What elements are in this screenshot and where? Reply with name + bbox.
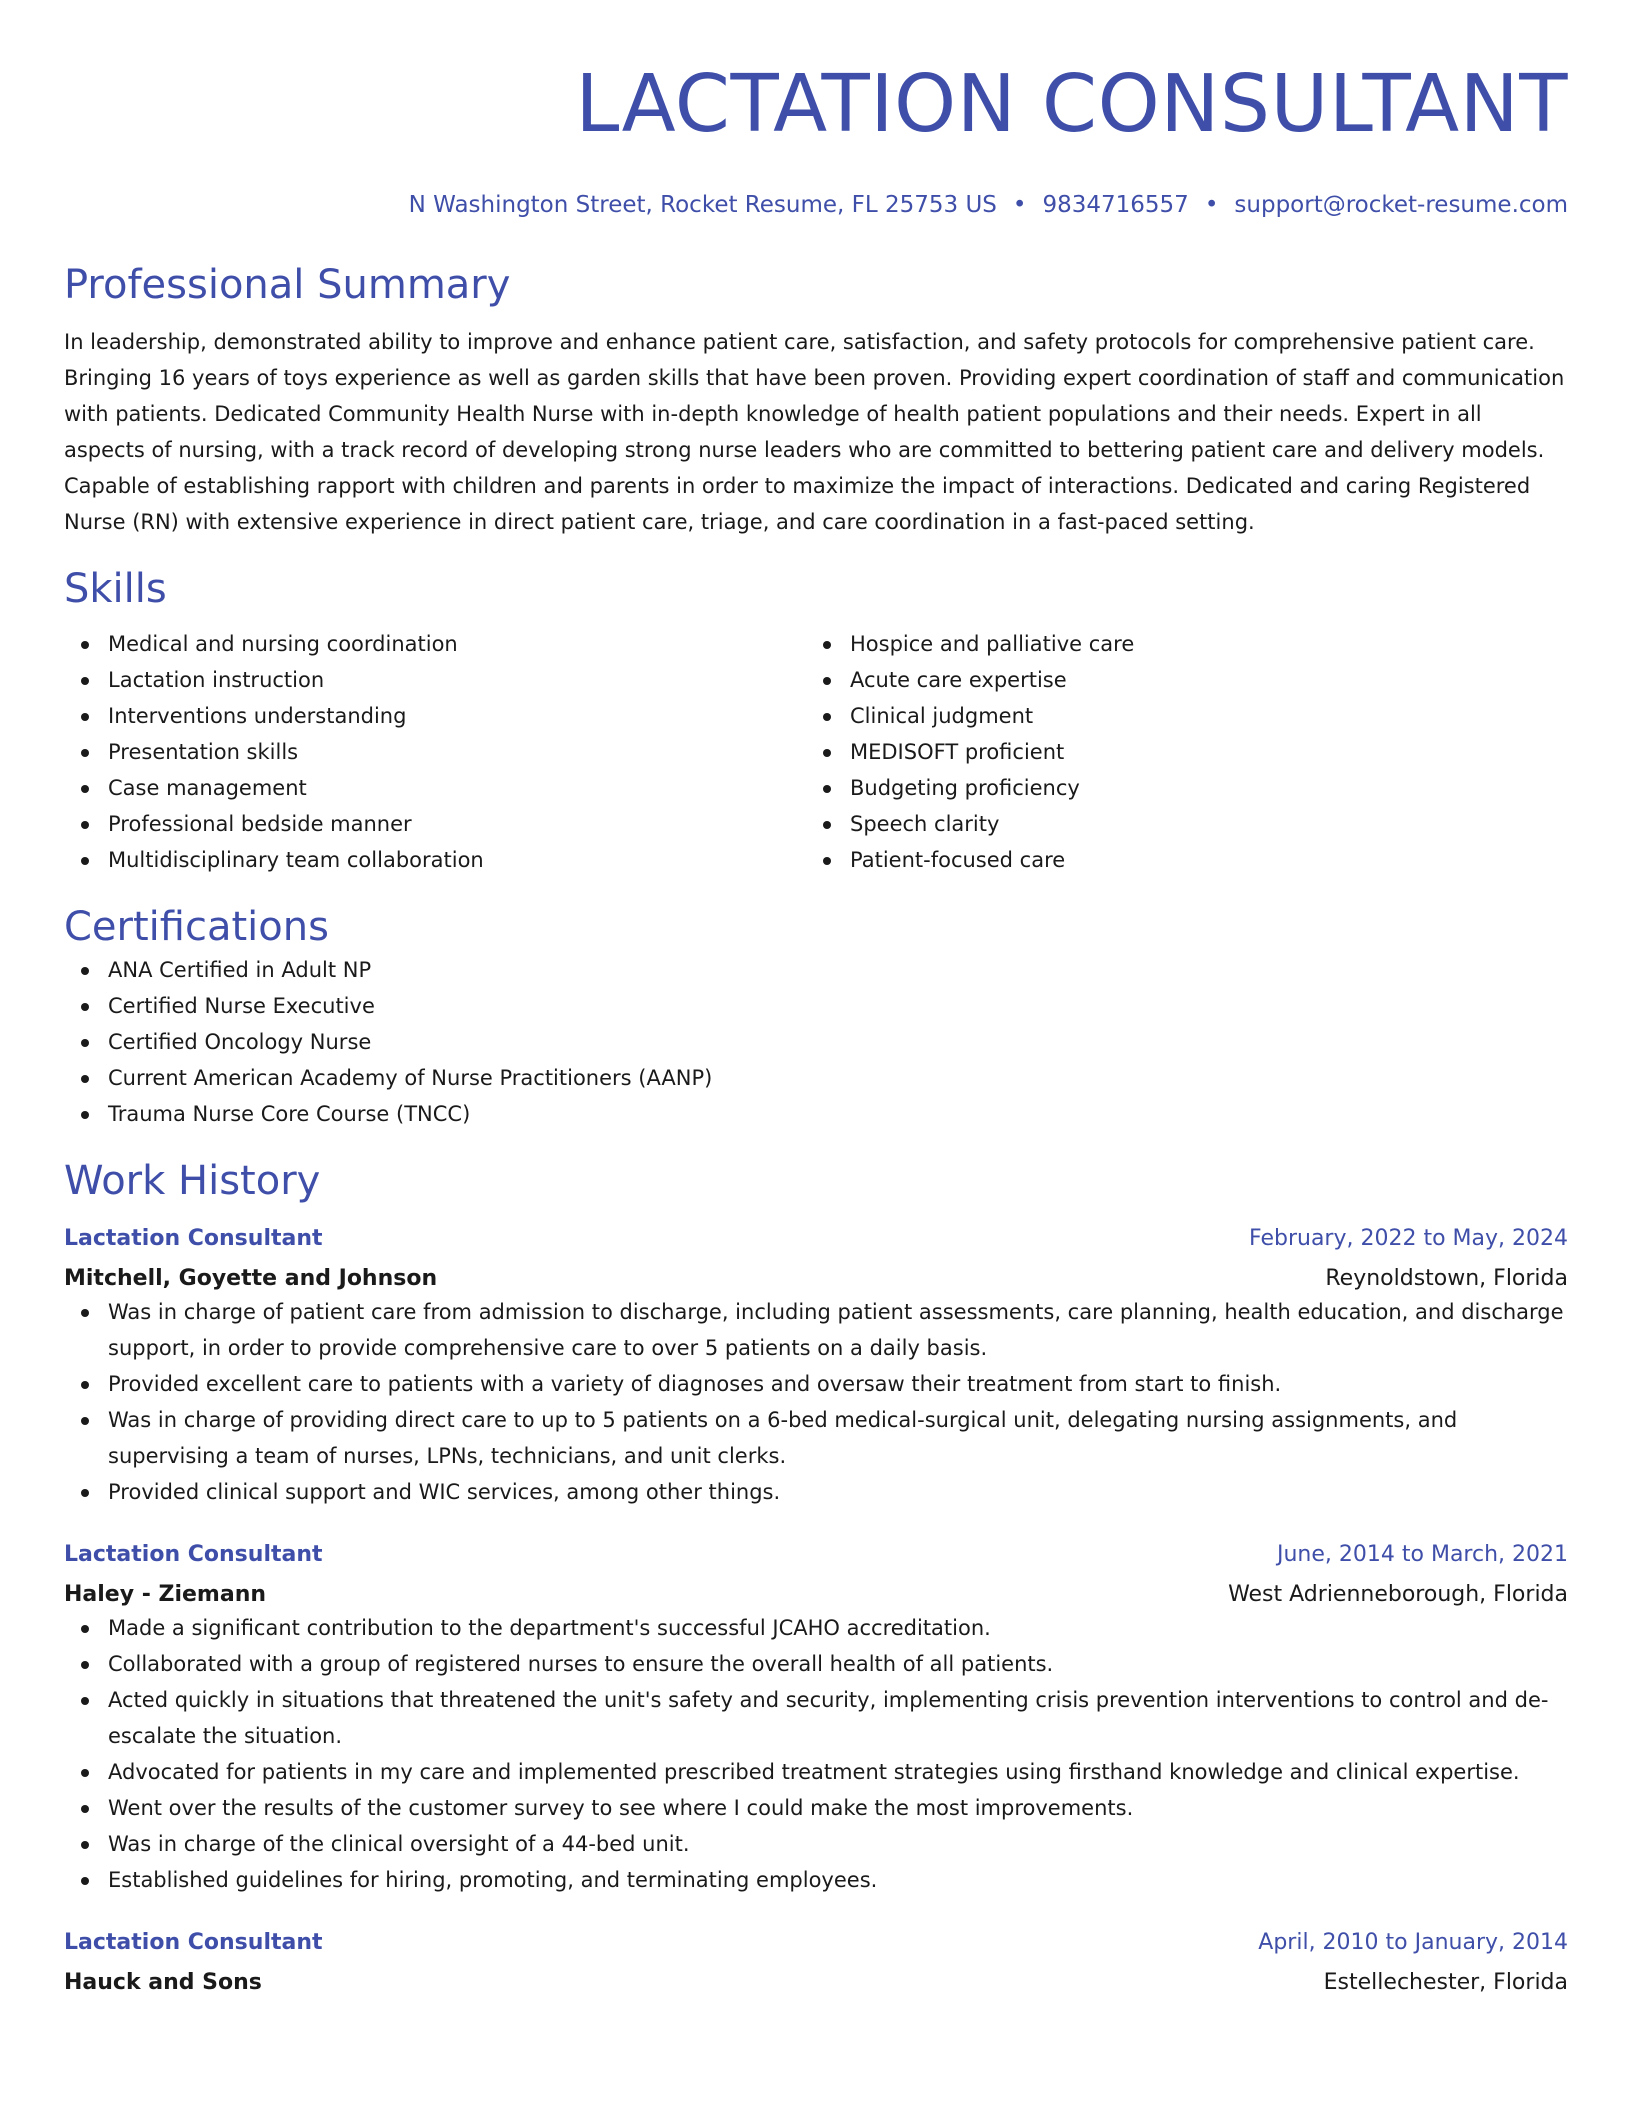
certification-item: Certified Oncology Nurse — [64, 1024, 1568, 1060]
skill-item: Speech clarity — [806, 806, 1548, 842]
job-title: Lactation Consultant — [64, 1226, 323, 1251]
job-bullets — [64, 1610, 1568, 1898]
job-bullet: Was in charge of providing direct care to up to 5 patients on a 6-bed medical-surgical unit, delegating nursing assignments, and supervising a team of nurses, LPNs, technicians, and unit clerks. — [64, 1402, 1568, 1474]
job-location: Estellechester, Florida — [1323, 1970, 1568, 1995]
work-history-heading: Work History — [64, 1158, 321, 1204]
job-bullet: Acted quickly in situations that threatened the unit's safety and security, implementing crisis prevention interventions to control and de-escalate the situation. — [64, 1682, 1568, 1754]
job-company-row — [64, 1254, 1568, 1294]
certifications-heading: Certifications — [64, 904, 329, 950]
job-company-row — [64, 1570, 1568, 1610]
job-location: West Adrienneborough, Florida — [1228, 1582, 1568, 1607]
skill-item: Patient-focused care — [806, 842, 1548, 878]
job-entry — [64, 1928, 1568, 1998]
skill-item: MEDISOFT proficient — [806, 734, 1548, 770]
skills-list-left — [64, 626, 806, 878]
certification-item: ANA Certified in Adult NP — [64, 952, 1568, 988]
skill-item: Multidisciplinary team collaboration — [64, 842, 806, 878]
job-company: Haley - Ziemann — [64, 1582, 267, 1607]
job-bullet: Provided excellent care to patients with a variety of diagnoses and oversaw their treatment from start to finish. — [64, 1366, 1568, 1402]
job-bullet: Established guidelines for hiring, promoting, and terminating employees. — [64, 1862, 1568, 1898]
certification-item: Current American Academy of Nurse Practitioners (AANP) — [64, 1060, 1568, 1096]
job-company: Mitchell, Goyette and Johnson — [64, 1266, 438, 1291]
skill-item: Clinical judgment — [806, 698, 1548, 734]
job-entry — [64, 1540, 1568, 1898]
job-entry — [64, 1224, 1568, 1510]
skill-item: Medical and nursing coordination — [64, 626, 806, 662]
skill-item: Acute care expertise — [806, 662, 1548, 698]
job-company-row — [64, 1958, 1568, 1998]
certification-item: Certified Nurse Executive — [64, 988, 1568, 1024]
contact-info — [64, 190, 1568, 220]
contact-separator: • — [1204, 192, 1219, 218]
skill-item: Hospice and palliative care — [806, 626, 1548, 662]
job-dates: June, 2014 to March, 2021 — [1277, 1542, 1568, 1567]
contact-email: support@rocket-resume.com — [1234, 192, 1568, 218]
resume-name: LACTATION CONSULTANT — [575, 58, 1568, 150]
job-bullet: Provided clinical support and WIC services, among other things. — [64, 1474, 1568, 1510]
summary-heading: Professional Summary — [64, 262, 511, 308]
skill-item: Case management — [64, 770, 806, 806]
job-bullets — [64, 1294, 1568, 1510]
certifications-list — [64, 952, 1568, 1132]
job-dates: April, 2010 to January, 2014 — [1258, 1930, 1568, 1955]
certification-item: Trauma Nurse Core Course (TNCC) — [64, 1096, 1568, 1132]
job-title: Lactation Consultant — [64, 1542, 323, 1567]
job-bullet: Was in charge of patient care from admission to discharge, including patient assessments, care planning, health education, and discharge support, in order to provide comprehensive care to over 5 patients on a daily basis. — [64, 1294, 1568, 1366]
skills-heading: Skills — [64, 566, 167, 612]
job-location: Reynoldstown, Florida — [1325, 1266, 1568, 1291]
job-title: Lactation Consultant — [64, 1930, 323, 1955]
skill-item: Presentation skills — [64, 734, 806, 770]
skills-column-right — [806, 626, 1548, 878]
skill-item: Interventions understanding — [64, 698, 806, 734]
job-bullet: Advocated for patients in my care and implemented prescribed treatment strategies using firsthand knowledge and clinical expertise. — [64, 1754, 1568, 1790]
contact-phone: 9834716557 — [1042, 192, 1189, 218]
skill-item: Lactation instruction — [64, 662, 806, 698]
job-header-row — [64, 1928, 1568, 1958]
job-bullet: Went over the results of the customer survey to see where I could make the most improvements. — [64, 1790, 1568, 1826]
contact-separator: • — [1012, 192, 1027, 218]
skills-list-right — [806, 626, 1548, 878]
skills-columns — [64, 626, 1568, 878]
job-dates: February, 2022 to May, 2024 — [1249, 1226, 1568, 1251]
summary-text: In leadership, demonstrated ability to improve and enhance patient care, satisfaction, and safety protocols for comprehensive patient care. Bringing 16 years of toys experience as well as garden skills that have been proven. Providing expert coordination of staff and communication with patients. Dedicated Community Health Nurse with in-depth knowledge of health patient populations and their needs. Expert in all aspects of nursing, with a track record of developing strong nurse leaders who are committed to bettering patient care and delivery models. Capable of establishing rapport with children and parents in order to maximize the impact of interactions. Dedicated and caring Registered Nurse (RN) with extensive experience in direct patient care, triage, and care coordination in a fast-paced setting. — [64, 330, 1565, 534]
contact-address: N Washington Street, Rocket Resume, FL 25753 US — [408, 192, 997, 218]
job-bullet: Collaborated with a group of registered nurses to ensure the overall health of all patients. — [64, 1646, 1568, 1682]
resume-page — [64, 0, 1568, 2112]
skill-item: Professional bedside manner — [64, 806, 806, 842]
job-header-row — [64, 1540, 1568, 1570]
skills-column-left — [64, 626, 806, 878]
job-bullet: Made a significant contribution to the department's successful JCAHO accreditation. — [64, 1610, 1568, 1646]
job-company: Hauck and Sons — [64, 1970, 262, 1995]
skill-item: Budgeting proficiency — [806, 770, 1548, 806]
job-bullet: Was in charge of the clinical oversight of a 44-bed unit. — [64, 1826, 1568, 1862]
job-header-row — [64, 1224, 1568, 1254]
